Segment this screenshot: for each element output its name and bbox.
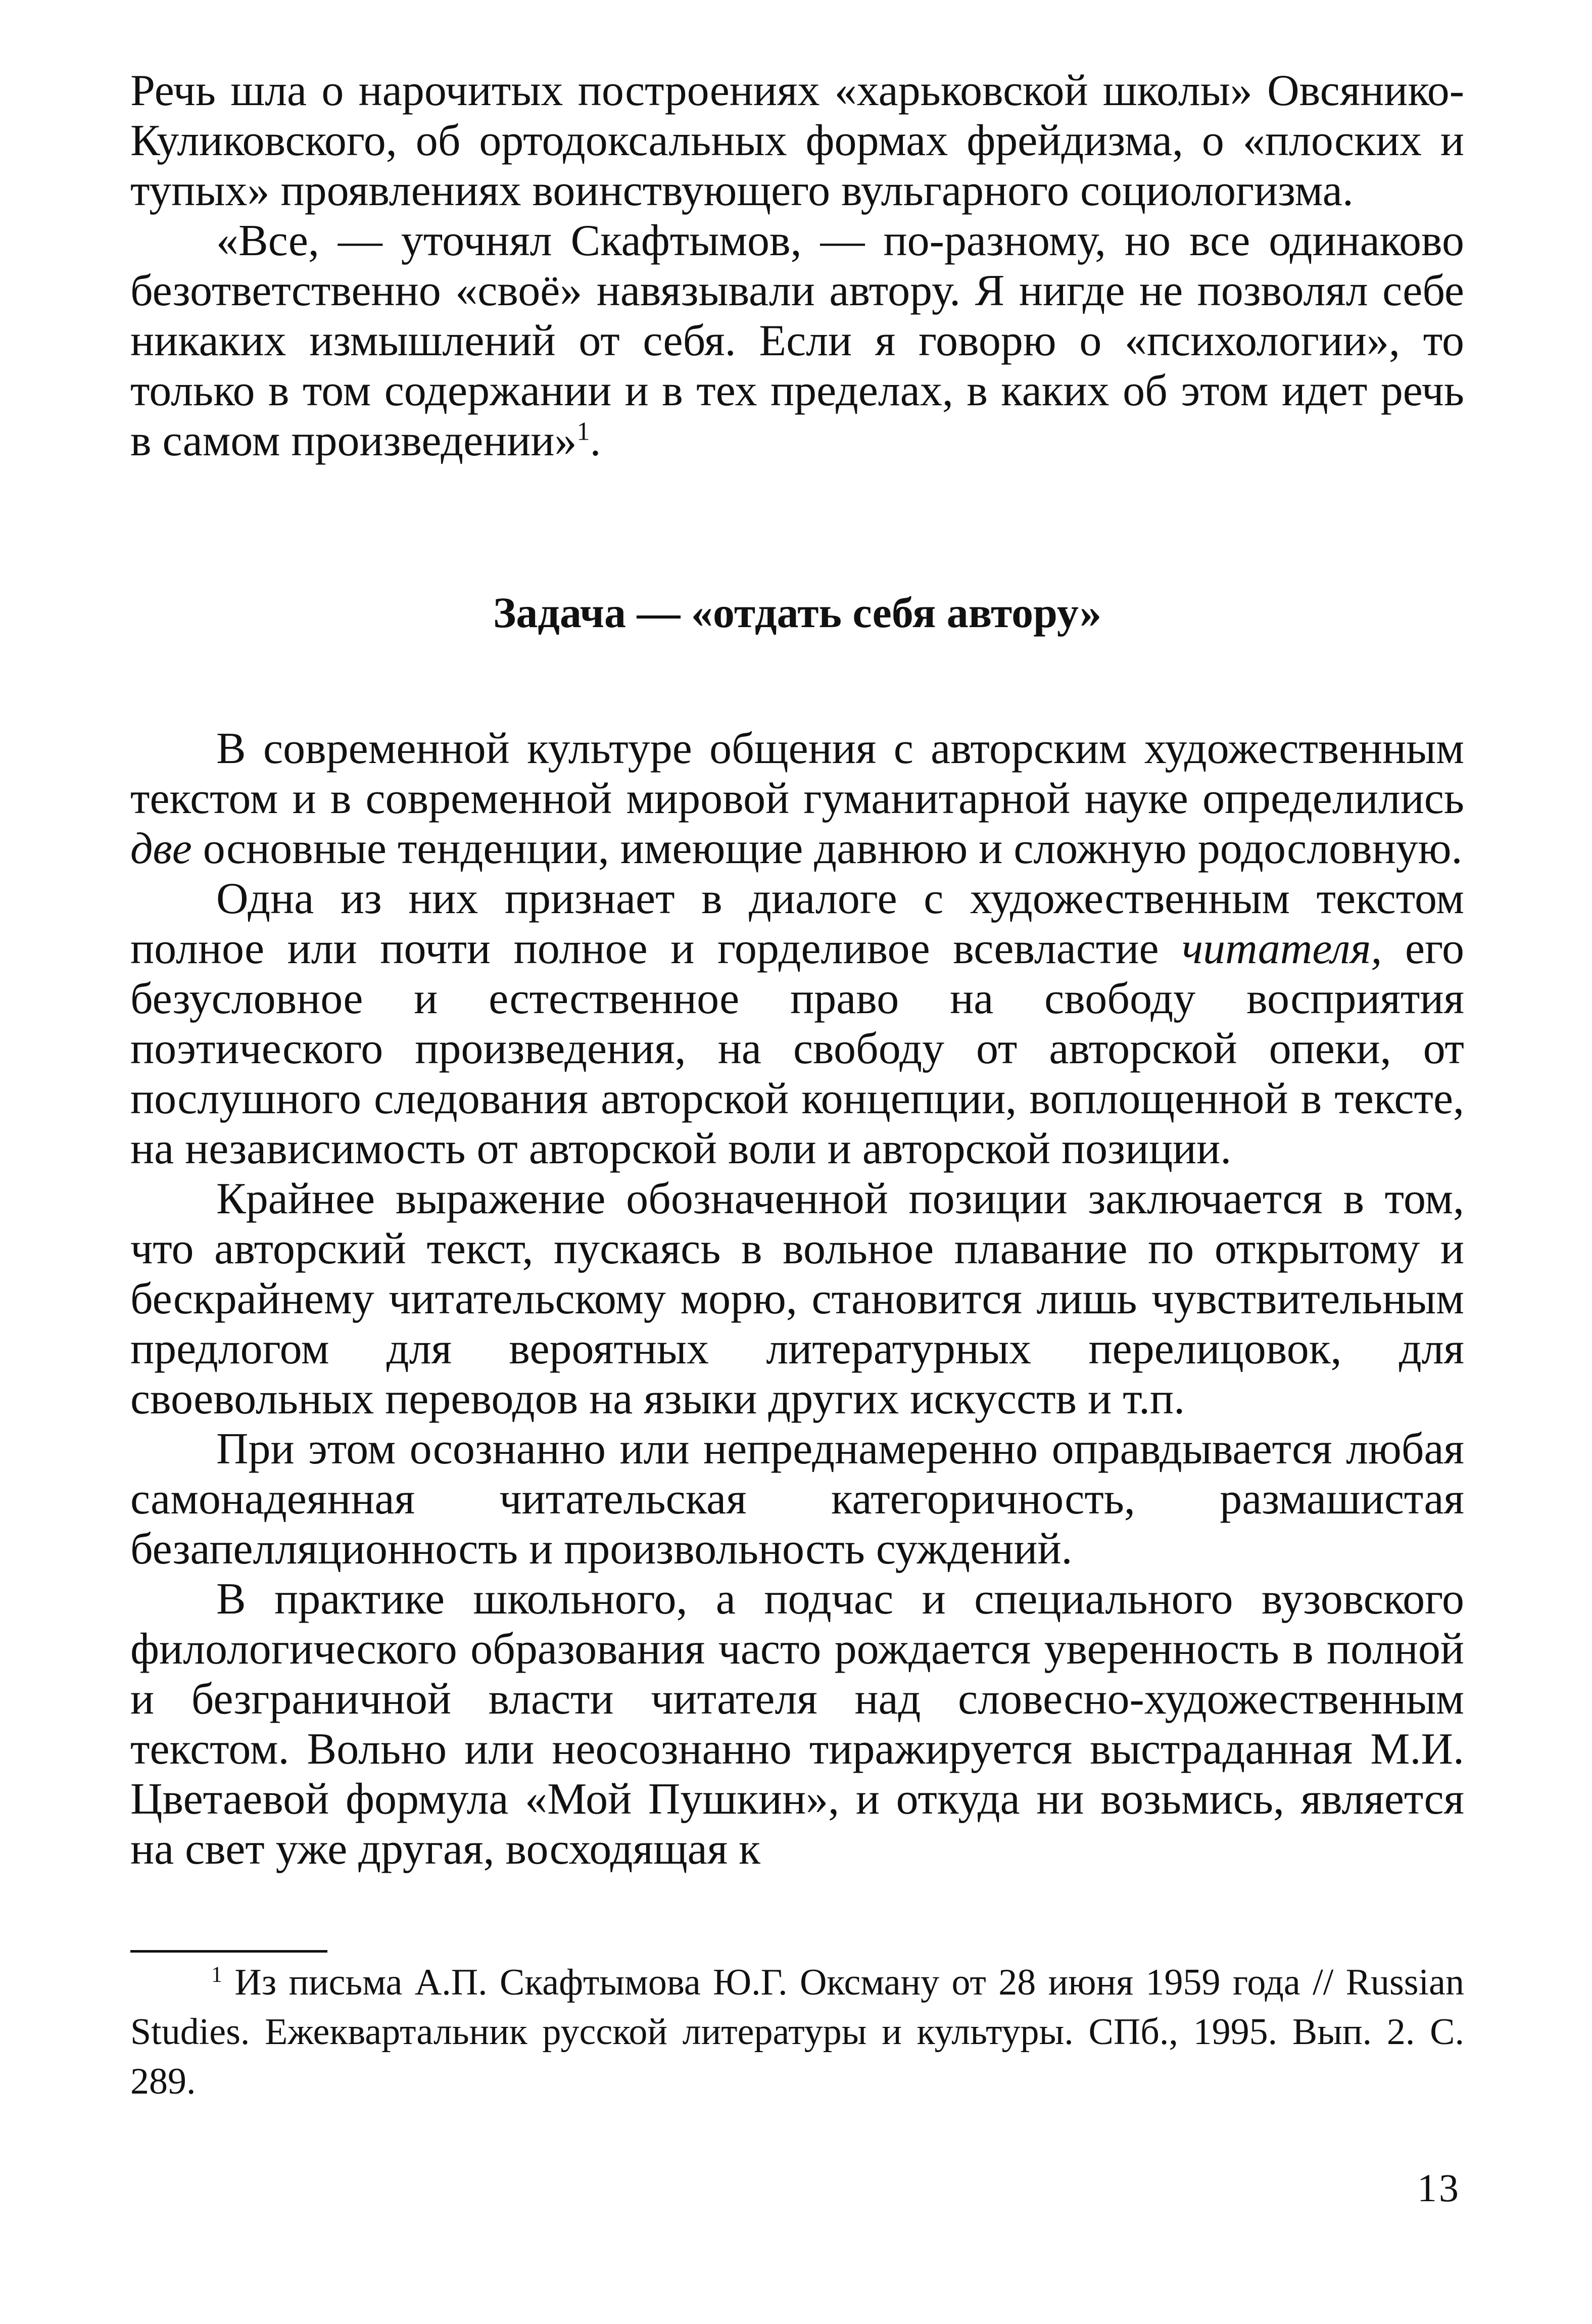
footnote-divider	[130, 1950, 327, 1953]
paragraph-text: его безусловное и естественное право на свободу восприятия поэтического произведения, на свободу от авторской опеки, от послушного следования авторской концепции, воплощенной в тексте, на независимость от авторской воли и авторской позиции.	[130, 924, 1465, 1173]
paragraph-section-1	[130, 724, 1464, 874]
emphasis-text: две	[130, 824, 192, 873]
paragraph-intro-1	[130, 66, 1464, 216]
paragraph-text: При этом осознанно или непреднамеренно оправдывается любая самонадеянная читательская категоричность, размашистая безапелляционность и произвольность суждений.	[130, 1425, 1464, 1574]
paragraph-section-4	[130, 1424, 1464, 1574]
paragraph-text: В современной культуре общения с авторским художественным текстом и в современной мировой гуманитарной науке определились	[130, 724, 1464, 823]
paragraph-text: Крайнее выражение обозначенной позиции заключается в том, что авторский текст, пускаясь в вольное плавание по открытому и бескрайнему читательскому морю, становится лишь чувствительным предлогом для вероятных литературных перелицовок, для своевольных переводов на языки других искусств и т.п.	[130, 1174, 1464, 1424]
footnote	[130, 1958, 1464, 2106]
paragraph-text: «Все, — уточнял Скафтымов, — по-разному, но все одинаково безответственно «своё» навязывали автору. Я нигде не позволял себе никаких измышлений от себя. Если я говорю о «психологии», то только в том содержании и в тех пределах, в каких об этом идет речь в самом произведении»	[130, 216, 1464, 465]
paragraph-section-5	[130, 1574, 1464, 1874]
paragraph-text: В практике школьного, а подчас и специального вузовского филологического образования часто рождается уверенность в полной и безграничной власти читателя над словесно-художественным текстом. Вольно или неосознанно тиражируется выстраданная М.И. Цветаевой формула «Мой Пушкин», и откуда ни возьмись, является на свет уже другая, восходящая к	[130, 1575, 1464, 1874]
paragraph-text: Речь шла о нарочитых построениях «харьковской школы» Овсянико-Куликовского, об ортодоксальных формах фрейдизма, о «плоских и тупых» проявлениях воинствующего вульгарного социологизма.	[130, 66, 1464, 215]
paragraph-text: основные тенденции, имеющие давнюю и сложную родословную.	[191, 824, 1463, 873]
page-body	[130, 66, 1464, 2106]
footnote-text: Из письма А.П. Скафтымова Ю.Г. Оксману от 28 июня 1959 года // Russian Studies. Ежеквартальник русской литературы и культуры. СПб., 1995. Вып. 2. С. 289.	[130, 1962, 1465, 2102]
paragraph-section-3	[130, 1174, 1464, 1424]
page-number: 13	[1417, 2166, 1461, 2210]
emphasis-text: читателя,	[1182, 924, 1382, 973]
paragraph-text-end: .	[590, 416, 601, 465]
section-heading: Задача — «отдать себя автору»	[493, 588, 1101, 637]
paragraph-section-2	[130, 874, 1464, 1174]
paragraph-text: Одна из них признает в диалоге с художественным текстом полное или почти полное и горделивое всевластие	[130, 874, 1464, 973]
footnote-reference[interactable]: 1	[576, 417, 590, 446]
footnote-marker: 1	[211, 1962, 222, 1987]
paragraph-intro-2	[130, 216, 1464, 466]
